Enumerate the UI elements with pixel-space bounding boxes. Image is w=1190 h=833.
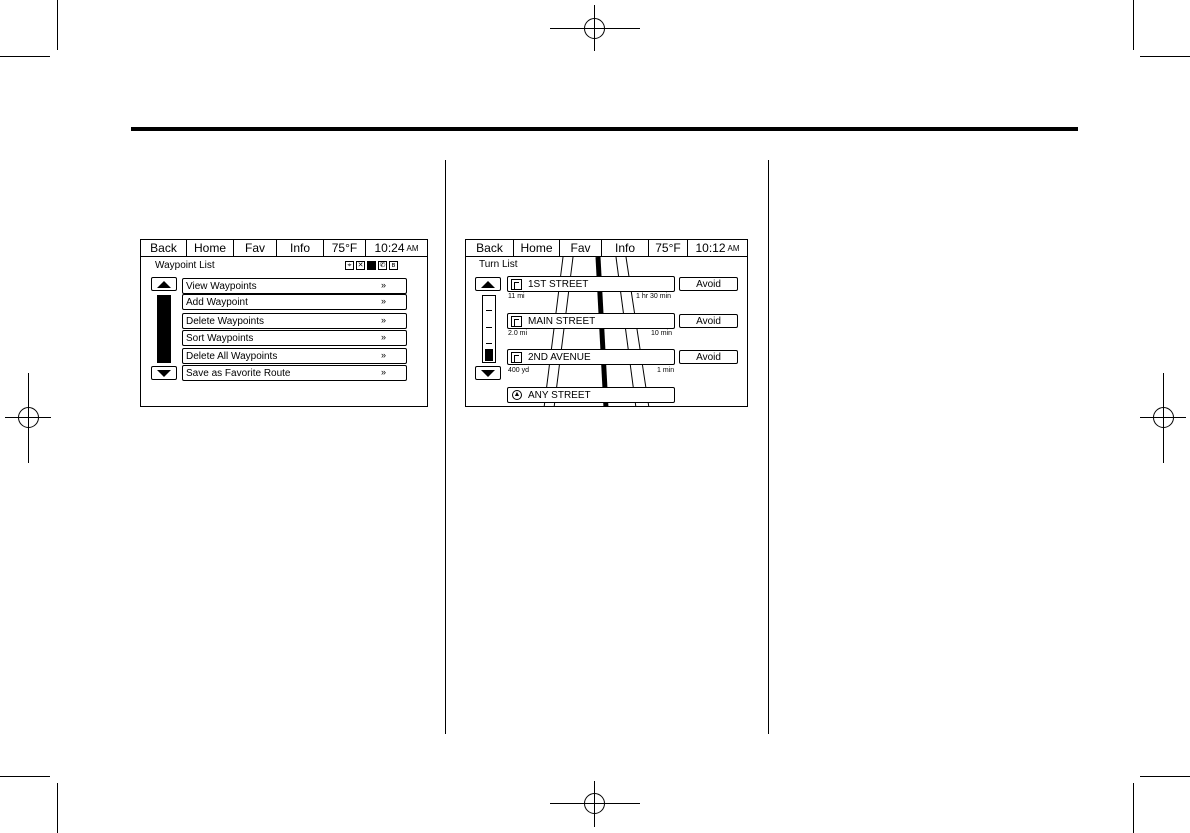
chevron-right-icon: » (380, 280, 386, 290)
clock-time: 10:24 (374, 241, 405, 255)
header-rule (131, 127, 1078, 131)
turn-right-icon (511, 352, 522, 363)
turn-time: 1 min (657, 367, 675, 374)
scrollbar-track[interactable] (482, 295, 496, 363)
avoid-button[interactable]: Avoid (679, 277, 738, 291)
scroll-up-button[interactable] (151, 277, 177, 291)
turn-distance: 11 mi (508, 293, 525, 300)
street-name: 2ND AVENUE (528, 351, 591, 363)
down-arrow-icon (157, 370, 171, 377)
turn-row-button[interactable] (507, 313, 675, 329)
turn-distance: 400 yd (508, 367, 530, 374)
top-nav-bar (141, 240, 427, 257)
back-button[interactable]: Back (141, 240, 187, 256)
bluetooth-icon: ʙ (389, 261, 398, 270)
avoid-button[interactable]: Avoid (679, 350, 738, 364)
mute-icon (367, 261, 376, 270)
page-title: Turn List (479, 259, 518, 270)
turn-distance: 2.0 mi (508, 330, 528, 337)
scrollbar-thumb[interactable] (485, 349, 493, 361)
temperature-display: 75°F (324, 240, 366, 256)
delete-waypoints-button[interactable] (182, 313, 407, 329)
destination-button[interactable] (507, 387, 675, 403)
home-button[interactable]: Home (187, 240, 234, 256)
scroll-down-button[interactable] (475, 366, 501, 380)
menu-item-label: Sort Waypoints (186, 332, 254, 344)
clock-display (366, 240, 427, 256)
turn-row-button[interactable] (507, 349, 675, 365)
turn-right-icon (511, 279, 522, 290)
up-arrow-icon (481, 281, 495, 288)
street-name: 1ST STREET (528, 278, 589, 290)
menu-item-label: Delete Waypoints (186, 315, 264, 327)
home-button[interactable]: Home (514, 240, 560, 256)
scroll-tick (486, 343, 492, 344)
add-waypoint-button[interactable] (182, 294, 407, 310)
avoid-button[interactable]: Avoid (679, 314, 738, 328)
clock-time: 10:12 (695, 241, 726, 255)
turn-time: 1 hr 30 min (636, 293, 672, 300)
clock-display (688, 240, 747, 256)
phone-icon: ✆ (379, 262, 386, 269)
chevron-right-icon: » (380, 367, 386, 377)
info-button[interactable]: Info (277, 240, 324, 256)
menu-item-label: Save as Favorite Route (186, 367, 291, 379)
scroll-down-button[interactable] (151, 366, 177, 380)
street-name: MAIN STREET (528, 315, 596, 327)
top-nav-bar (466, 240, 747, 257)
info-button[interactable]: Info (602, 240, 649, 256)
page-title: Waypoint List (155, 260, 215, 271)
menu-item-label: View Waypoints (186, 280, 257, 292)
scrollbar-track[interactable] (157, 295, 171, 363)
scroll-tick (486, 310, 492, 311)
nav-icon: ⌖ (345, 261, 354, 270)
save-as-favorite-route-button[interactable] (182, 365, 407, 381)
column-divider (445, 160, 446, 734)
scroll-tick (486, 327, 492, 328)
column-divider (768, 160, 769, 734)
delete-all-waypoints-button[interactable] (182, 348, 407, 364)
chevron-right-icon: » (380, 296, 386, 306)
back-button[interactable]: Back (466, 240, 514, 256)
clock-ampm: AM (727, 243, 740, 253)
scroll-up-button[interactable] (475, 277, 501, 291)
up-arrow-icon (157, 281, 171, 288)
turn-row-button[interactable] (507, 276, 675, 292)
turn-right-icon (511, 316, 522, 327)
street-name: ANY STREET (528, 389, 591, 401)
fav-button[interactable]: Fav (234, 240, 277, 256)
route-icon: ✕ (357, 262, 364, 269)
turn-time: 10 min (651, 330, 673, 337)
view-waypoints-button[interactable] (182, 278, 407, 294)
clock-ampm: AM (406, 243, 419, 253)
temperature-display: 75°F (649, 240, 688, 256)
chevron-right-icon: » (380, 350, 386, 360)
sort-waypoints-button[interactable] (182, 330, 407, 346)
fav-button[interactable]: Fav (560, 240, 602, 256)
status-icons (345, 261, 398, 270)
chevron-right-icon: » (380, 315, 386, 325)
down-arrow-icon (481, 370, 495, 377)
menu-item-label: Add Waypoint (186, 296, 248, 308)
menu-item-label: Delete All Waypoints (186, 350, 278, 362)
chevron-right-icon: » (380, 332, 386, 342)
destination-icon: ▲ (513, 391, 521, 398)
